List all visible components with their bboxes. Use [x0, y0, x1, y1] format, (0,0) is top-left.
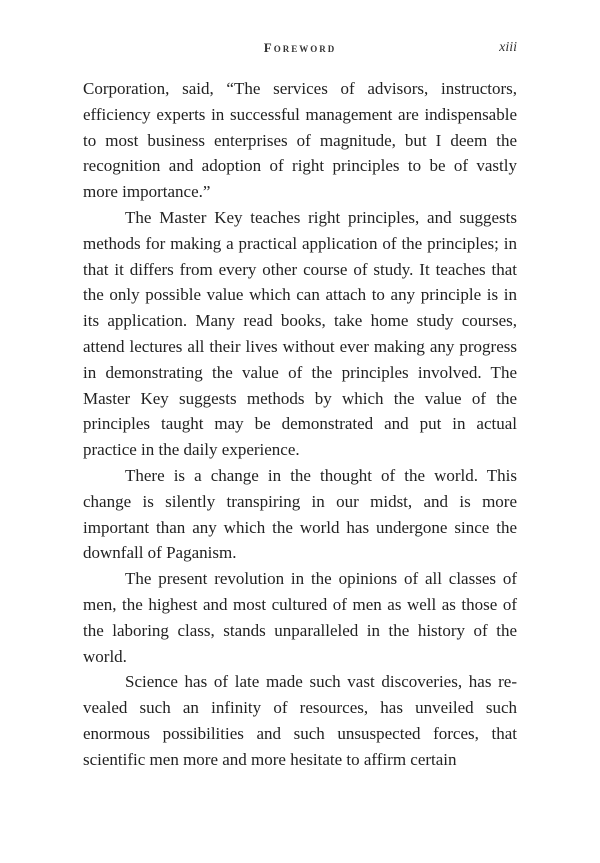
page-number: xiii — [499, 40, 517, 55]
running-head — [83, 40, 517, 62]
body-text — [83, 76, 517, 773]
paragraph: The Master Key teaches right principles, and suggests methods for making a practical application of the principles; in that it differs from every other course of study. It teaches that the only possible value which can attach to any principle is in its application. Many read books, take home study courses, attend lectures all their lives without ever making any progress in demonstrating the value of the principles involved. The Master Key suggests methods by which the value of the principles taught may be demonstrated and put in actual practice in the daily experience. — [83, 207, 517, 460]
paragraph: Science has of late made such vast discoveries, has revealed such an infinity of resources, has unveiled such enormous possibilities and such unsuspected forces, that scientific men more and more hesitate to affirm certain — [83, 672, 517, 769]
paragraph-continued: Corporation, said, “The services of advisors, instructors, efficiency experts in successful management are indispensable to most business enterprises of magnitude, but I deem the recognition and adoption of right principles to be of vastly more importance.” — [83, 79, 517, 202]
running-title: Foreword — [263, 40, 337, 55]
paragraph: The present revolution in the opinions of all classes of men, the highest and most cultured of men as well as those of the laboring class, stands unparalleled in the history of the world. — [83, 569, 517, 666]
paragraph: There is a change in the thought of the world. This change is silently transpiring in our midst, and is more important than any which the world has undergone since the downfall of Paganism. — [83, 465, 517, 563]
